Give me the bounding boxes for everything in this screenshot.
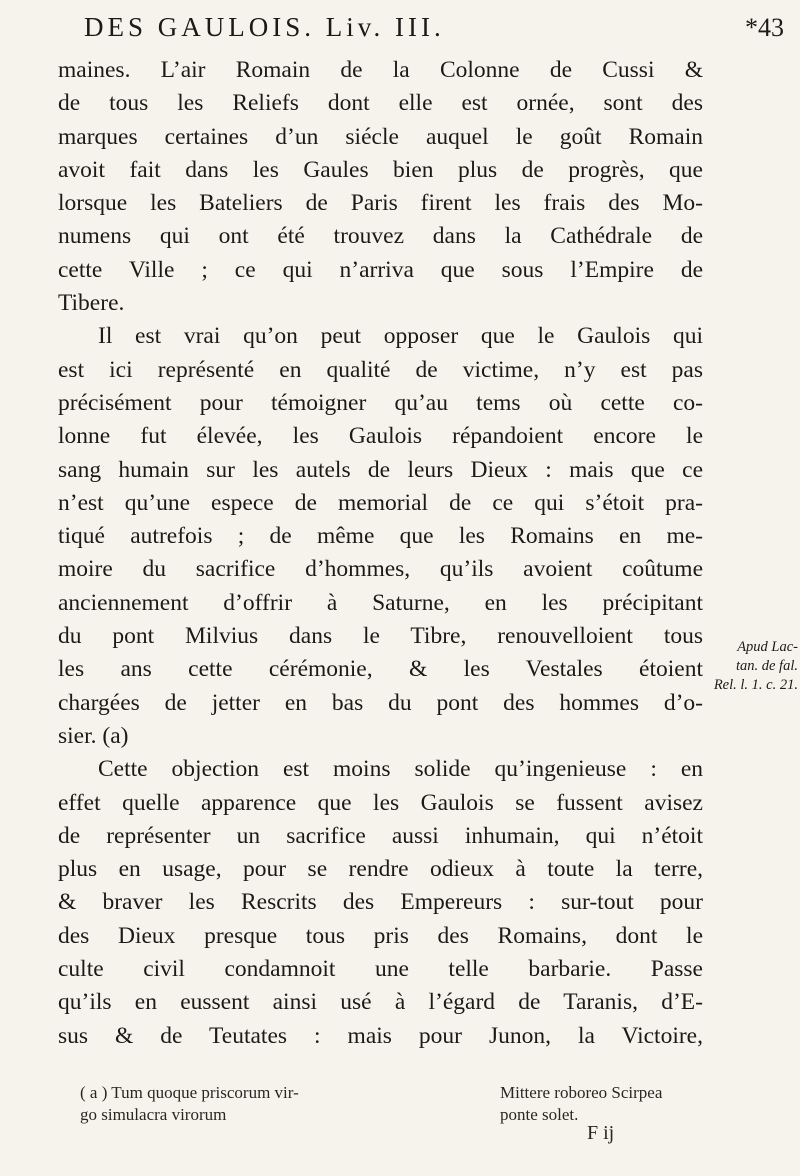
running-head	[84, 12, 784, 43]
body-text	[58, 54, 703, 1053]
text-line: maines. L’air Romain de la Colonne de Cussi &	[58, 57, 703, 83]
text-line: Cette objection est moins solide qu’ingenieuse : en	[98, 756, 703, 783]
margin-note	[706, 638, 798, 695]
page-number: *43	[745, 13, 784, 42]
text-line: est ici représenté en qualité de victime, n’y est pas	[58, 356, 703, 383]
footnote-right-column	[500, 1082, 662, 1126]
text-line: tiqué autrefois ; de même que les Romains en me-	[58, 523, 703, 550]
text-line: sier. (a)	[58, 722, 129, 749]
footnote-left-column	[80, 1082, 299, 1126]
text-line: lonne fut élevée, les Gaulois répandoient encore le	[58, 423, 703, 450]
text-line: chargées de jetter en bas du pont des hommes d’o-	[58, 689, 703, 716]
text-line: de représenter un sacrifice aussi inhumain, qui n’étoit	[58, 822, 703, 849]
text-line: sus & de Teutates : mais pour Junon, la Victoire,	[58, 1022, 703, 1049]
running-title: DES GAULOIS. Liv. III.	[84, 12, 445, 42]
text-line: les ans cette cérémonie, & les Vestales étoient	[58, 656, 703, 683]
text-line: des Dieux presque tous pris des Romains, dont le	[58, 922, 703, 949]
text-line: Il est vrai qu’on peut opposer que le Gaulois qui	[98, 323, 703, 350]
text-line: avoit fait dans les Gaules bien plus de progrès, que	[58, 156, 703, 183]
footnote-line: ( a ) Tum quoque priscorum vir-	[80, 1083, 299, 1102]
footnote-line: Mittere roboreo Scirpea	[500, 1083, 663, 1102]
margin-note-line: Apud Lac-	[737, 639, 798, 655]
text-line: effet quelle apparence que les Gaulois se fussent avisez	[58, 789, 703, 816]
text-line: Tibere.	[58, 290, 125, 317]
text-line: anciennement d’offrir à Saturne, en les précipitant	[58, 589, 703, 616]
margin-note-line: tan. de fal.	[735, 658, 798, 674]
text-line: sang humain sur les autels de leurs Dieux : mais que ce	[58, 456, 703, 483]
text-line: n’est qu’une espece de memorial de ce qui s’étoit pra-	[58, 489, 703, 516]
text-line: du pont Milvius dans le Tibre, renouvelloient tous	[58, 623, 703, 650]
footnote-line: go simulacra virorum	[80, 1105, 227, 1124]
text-line: numens qui ont été trouvez dans la Cathédrale de	[58, 223, 703, 250]
text-line: plus en usage, pour se rendre odieux à toute la terre,	[58, 856, 703, 883]
text-line: culte civil condamnoit une telle barbarie. Passe	[58, 956, 703, 983]
text-line: moire du sacrifice d’hommes, qu’ils avoient coûtume	[58, 556, 703, 583]
text-line: & braver les Rescrits des Empereurs : sur-tout pour	[58, 889, 703, 916]
footnote-line: ponte solet.	[500, 1105, 579, 1124]
signature-mark: F ij	[587, 1122, 615, 1144]
text-line: lorsque les Bateliers de Paris firent les frais des Mo-	[58, 190, 703, 217]
text-line: qu’ils en eussent ainsi usé à l’égard de Taranis, d’E-	[58, 989, 703, 1016]
text-line: cette Ville ; ce qui n’arriva que sous l’Empire de	[58, 256, 703, 283]
text-line: précisément pour témoigner qu’au tems où cette co-	[58, 389, 703, 416]
text-line: marques certaines d’un siécle auquel le goût Romain	[58, 123, 703, 150]
text-line: de tous les Reliefs dont elle est ornée, sont des	[58, 90, 703, 117]
margin-note-line: Rel. l. 1. c. 21.	[713, 677, 798, 693]
